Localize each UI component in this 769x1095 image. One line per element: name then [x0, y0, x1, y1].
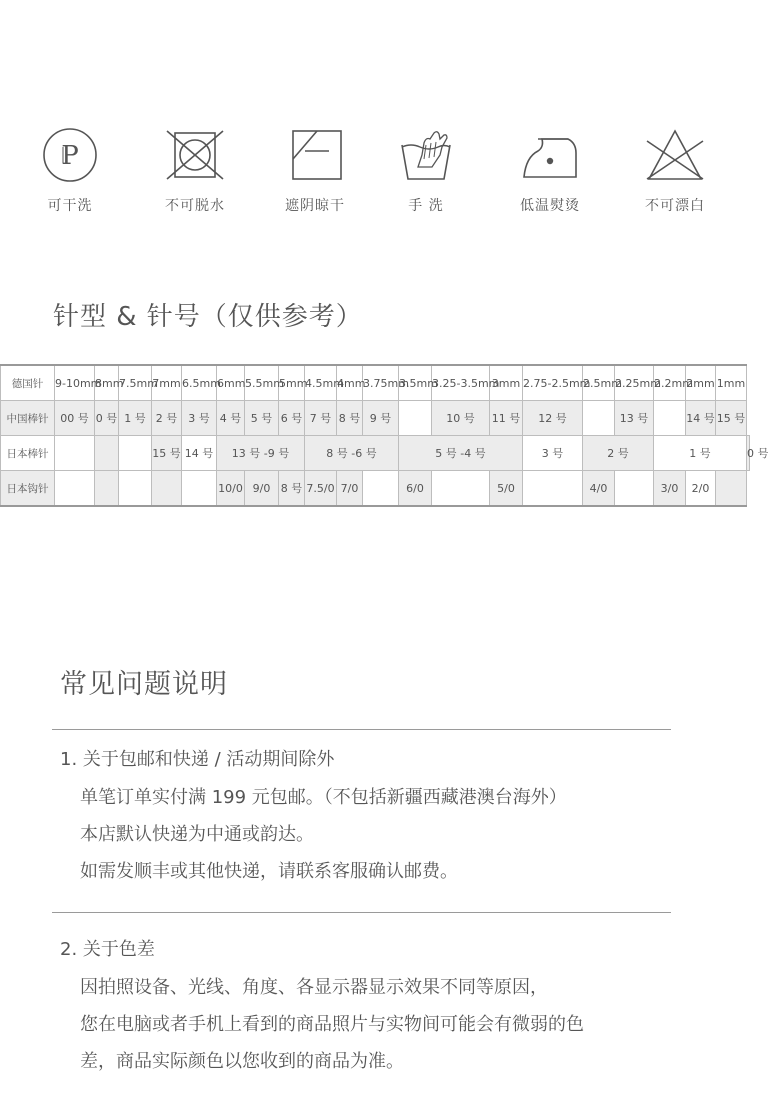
table-row-japan-knit [1, 436, 750, 471]
table-cell: 6.5mm [182, 365, 217, 401]
table-row-japan-crochet [1, 471, 750, 507]
table-cell: 15 号 [716, 401, 747, 436]
table-cell: 3mm [490, 365, 523, 401]
faq-item-color [60, 937, 700, 1086]
table-cell: 6mm [217, 365, 245, 401]
table-cell: 14 号 [686, 401, 716, 436]
table-row-german [1, 365, 750, 401]
table-cell: 5mm [279, 365, 305, 401]
svg-text:P: P [61, 141, 79, 171]
table-cell: 0 号 [747, 436, 750, 471]
shade-dry-icon [285, 125, 345, 185]
table-cell: 3 号 [182, 401, 217, 436]
no-bleach-icon [645, 125, 705, 185]
table-cell: 1mm [716, 365, 747, 401]
table-cell: 11 号 [490, 401, 523, 436]
care-label: 不可脱水 [165, 198, 225, 214]
table-cell [615, 471, 654, 507]
table-cell: 8 号 [279, 471, 305, 507]
low-iron-icon [520, 125, 580, 185]
faq-line: 如需发顺丰或其他快递，请联系客服确认邮费。 [80, 861, 458, 882]
table-cell: 9-10mm [55, 365, 95, 401]
table-cell [432, 471, 490, 507]
table-cell: 1 号 [119, 401, 152, 436]
table-cell: 10 号 [432, 401, 490, 436]
table-cell: 9/0 [245, 471, 279, 507]
table-cell: 8mm [95, 365, 119, 401]
needle-section-title: 针型 & 针号（仅供参考） [53, 302, 363, 332]
table-cell [119, 436, 152, 471]
table-cell: 3 号 [523, 436, 583, 471]
no-tumble-dry-icon [165, 125, 225, 185]
table-cell [152, 471, 182, 507]
table-cell: 6/0 [399, 471, 432, 507]
table-cell: 8 号 -6 号 [305, 436, 399, 471]
table-cell: 7 号 [305, 401, 337, 436]
table-cell [55, 471, 95, 507]
table-cell: 12 号 [523, 401, 583, 436]
care-label: 低温熨烫 [520, 198, 580, 214]
table-cell: 7/0 [337, 471, 363, 507]
table-cell: 00 号 [55, 401, 95, 436]
table-cell: 2 号 [152, 401, 182, 436]
table-cell [95, 436, 119, 471]
table-cell: 2.2mm [654, 365, 686, 401]
table-cell: 2.5mm [583, 365, 615, 401]
table-cell: 4/0 [583, 471, 615, 507]
row-head: 德国针 [1, 365, 55, 401]
table-cell: 14 号 [182, 436, 217, 471]
table-cell: 3.25-3.5mm [432, 365, 490, 401]
table-cell: 1 号 [654, 436, 747, 471]
faq-line: 本店默认快递为中通或韵达。 [80, 824, 314, 845]
faq-heading: 2. 关于色差 [60, 939, 155, 960]
table-row-china [1, 401, 750, 436]
faq-line: 您在电脑或者手机上看到的商品照片与实物间可能会有微弱的色 [80, 1014, 584, 1035]
table-cell: 0 号 [95, 401, 119, 436]
care-item-low-iron [490, 125, 610, 215]
table-cell: 15 号 [152, 436, 182, 471]
divider [52, 729, 671, 730]
table-cell [119, 471, 152, 507]
table-cell [363, 471, 399, 507]
table-cell [182, 471, 217, 507]
table-cell: 13 号 [615, 401, 654, 436]
table-cell: 4.5mm [305, 365, 337, 401]
table-cell: 4 号 [217, 401, 245, 436]
faq-title: 常见问题说明 [60, 669, 228, 700]
table-cell [654, 401, 686, 436]
row-head: 日本棒针 [1, 436, 55, 471]
table-cell: 7.5/0 [305, 471, 337, 507]
care-item-no-tumble-dry [135, 125, 255, 215]
table-cell: 4mm [337, 365, 363, 401]
table-cell: 2/0 [686, 471, 716, 507]
table-cell: 8 号 [337, 401, 363, 436]
table-cell [716, 471, 747, 507]
table-cell [583, 401, 615, 436]
table-cell: 2.25mm [615, 365, 654, 401]
table-cell [95, 471, 119, 507]
faq-line: 因拍照设备、光线、角度、各显示器显示效果不同等原因， [80, 977, 548, 998]
care-label: 手 洗 [408, 198, 444, 214]
care-item-dry-clean [10, 125, 130, 215]
table-cell: 2.75-2.5mm [523, 365, 583, 401]
table-cell: 5.5mm [245, 365, 279, 401]
table-cell: 5 号 [245, 401, 279, 436]
faq-line: 单笔订单实付满 199 元包邮。（不包括新疆西藏港澳台海外） [80, 787, 567, 808]
care-icons-row [0, 125, 750, 225]
table-cell: 2mm [686, 365, 716, 401]
needle-size-table [0, 364, 769, 507]
care-label: 可干洗 [47, 198, 93, 214]
care-label: 不可漂白 [645, 198, 705, 214]
faq-item-shipping [60, 747, 700, 896]
table-cell: 3.75mm [363, 365, 399, 401]
table-cell: 10/0 [217, 471, 245, 507]
table-cell: 9 号 [363, 401, 399, 436]
faq-line: 差，商品实际颜色以您收到的商品为准。 [80, 1051, 404, 1072]
table-cell: 3.5mm [399, 365, 432, 401]
table-cell: 7mm [152, 365, 182, 401]
table-cell: 6 号 [279, 401, 305, 436]
divider [52, 912, 671, 913]
care-item-no-bleach [615, 125, 735, 215]
table-cell [55, 436, 95, 471]
table-cell [523, 471, 583, 507]
dry-clean-icon [40, 125, 100, 185]
table-cell: 7.5mm [119, 365, 152, 401]
row-head: 日本钩针 [1, 471, 55, 507]
care-item-hand-wash [366, 125, 486, 215]
care-label: 遮阴晾干 [285, 198, 345, 214]
table-cell: 13 号 -9 号 [217, 436, 305, 471]
table-cell: 3/0 [654, 471, 686, 507]
table-cell: 2 号 [583, 436, 654, 471]
hand-wash-icon [396, 125, 456, 185]
faq-heading: 1. 关于包邮和快递 / 活动期间除外 [60, 749, 335, 770]
table-cell: 5/0 [490, 471, 523, 507]
row-head: 中国棒针 [1, 401, 55, 436]
table-cell [399, 401, 432, 436]
care-item-shade-dry [255, 125, 375, 215]
table-cell: 5 号 -4 号 [399, 436, 523, 471]
